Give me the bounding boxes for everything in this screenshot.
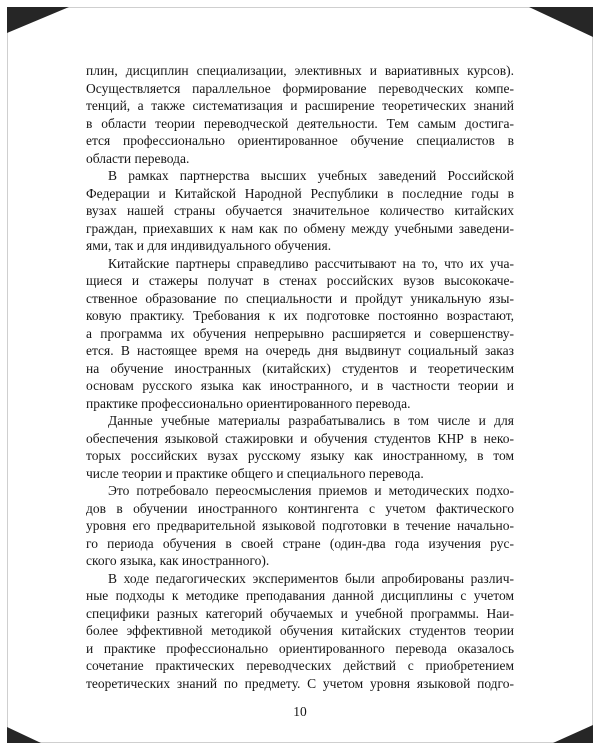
- text-line: ями, так и для индивидуального обучения.: [86, 238, 332, 253]
- scan-artifact-bottom-left: [7, 727, 41, 743]
- text-line: ется профессионально ориентированное обучение специалистов в: [86, 133, 514, 148]
- text-line: Китайские партнеры справедливо рассчитывают на то, что их уча-: [108, 255, 514, 271]
- text-line: плин, дисциплин специализации, элективных и вариативных курсов).: [86, 63, 514, 78]
- text-line: го периода обучения в своей стране (один-два года изучения рус-: [86, 535, 514, 551]
- text-line: а программа их обучения непрерывно расширяется и совершенству-: [86, 325, 514, 341]
- text-line: ского языка, как иностранного).: [86, 553, 270, 568]
- text-line: числе теории и практике общего и специального перевода.: [86, 465, 424, 481]
- page-number: 10: [293, 704, 307, 719]
- text-line: Осуществляется параллельное формирование переводческих компе-: [86, 80, 514, 96]
- text-line: практике профессионально ориентированного перевода.: [86, 395, 411, 411]
- text-line: Данные учебные материалы разрабатывались в том числе и для: [108, 413, 514, 428]
- text-line: вузах нашей страны обучается значительное количество китайских: [86, 203, 514, 218]
- text-line: дов в обучении иностранного контингента с учетом фактического: [86, 500, 514, 516]
- text-line: Федерации и Китайской Народной Республики в последние годы в: [86, 185, 514, 201]
- text-line: сочетание практических переводческих действий с приобретением: [86, 658, 514, 673]
- text-line: уровня его предварительной языковой подготовки в течение начально-: [86, 518, 514, 533]
- scan-artifact-top-right: [529, 7, 593, 37]
- text-line: ковую практику. Требования к их подготовке постоянно возрастают,: [86, 308, 514, 323]
- text-line: тенций, а также систематизация и расширение теоретических знаний: [86, 98, 514, 113]
- text-line: граждан, приехавших к нам как по обмену между учебными заведени-: [86, 220, 514, 236]
- text-line: основам русского языка как иностранного, и в частности теории и: [86, 378, 514, 393]
- text-line: теоретических знаний по предмету. С учетом уровня языковой подго-: [86, 675, 514, 691]
- text-line: обеспечения языковой стажировки и обучения студентов КНР в неко-: [86, 430, 514, 446]
- text-line: В рамках партнерства высших учебных заведений Российской: [108, 168, 514, 183]
- text-line: Это потребовало переосмысления приемов и методических подхо-: [108, 483, 514, 498]
- text-line: области перевода.: [86, 150, 190, 166]
- text-line: специфики разных категорий обучаемых и учебной программы. Наи-: [86, 605, 514, 621]
- text-line: более эффективной методикой обучения китайских студентов теории: [86, 623, 514, 638]
- text-line: ется. В настоящее время на очередь дня выдвинут социальный заказ: [86, 343, 514, 358]
- text-line: в области теории переводческой деятельности. Тем самым достига-: [86, 115, 514, 131]
- page-text-block: [86, 62, 514, 692]
- text-line: на обучение иностранных (китайских) студентов и теоретическим: [86, 360, 514, 376]
- text-line: В ходе педагогических экспериментов были апробированы различ-: [108, 570, 514, 586]
- text-line: ные подходы к методике преподавания данной дисциплины с учетом: [86, 588, 514, 603]
- scan-artifact-bottom-right: [553, 725, 593, 743]
- text-line: торых российских вузах русскому языку как иностранному, в том: [86, 448, 514, 463]
- text-line: ственное образование по специальности и пройдут уникальную язы-: [86, 290, 514, 306]
- text-line: и практике профессионально ориентированного перевода оказалось: [86, 640, 514, 656]
- text-line: щиеся и стажеры получат в стенах российских вузов высококаче-: [86, 273, 514, 288]
- scan-artifact-top-left: [7, 7, 69, 33]
